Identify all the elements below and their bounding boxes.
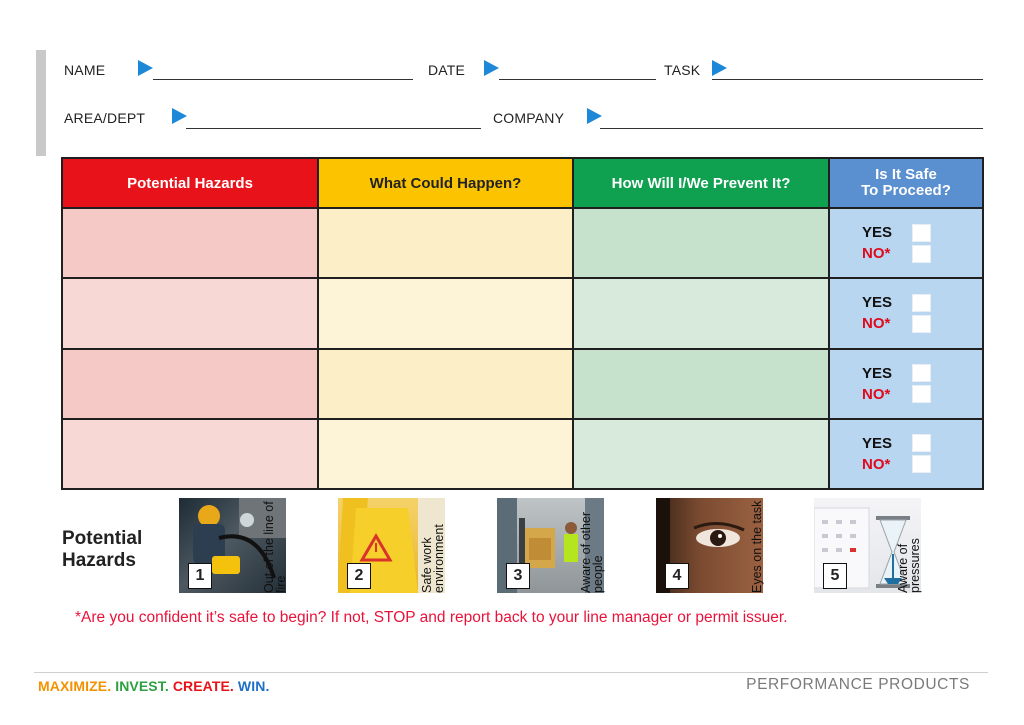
task-label: TASK [664, 62, 701, 78]
prevention-cell[interactable] [573, 419, 829, 489]
potential-hazards-title-line2: Hazards [62, 550, 136, 571]
consequence-cell[interactable] [318, 419, 573, 489]
yes-label: YES [862, 294, 893, 312]
safety-notice: *Are you confident it’s safe to begin? If not, STOP and report back to your line manager or permit issuer. [75, 609, 788, 626]
name-arrow-icon [138, 60, 153, 76]
table-row [62, 208, 983, 278]
hazard-number-5: 5 [823, 563, 847, 589]
hazard-label-5-text: Aware of pressures [896, 538, 922, 593]
hazard-number-4: 4 [665, 563, 689, 589]
hazard-assessment-table [61, 157, 984, 490]
hazard-label-5 [896, 498, 955, 593]
hazard-number-3: 3 [506, 563, 530, 589]
hazard-label-2 [420, 498, 479, 593]
hazard-cell[interactable] [62, 278, 318, 348]
hazard-cell[interactable] [62, 349, 318, 419]
header-how-prevent: How Will I/We Prevent It? [573, 158, 829, 208]
safe-check-cell [829, 208, 983, 278]
slogan-part-create: CREATE. [168, 678, 234, 694]
potential-hazards-title-line1: Potential [62, 528, 143, 549]
no-label: NO* [862, 455, 891, 473]
hazard-cell[interactable] [62, 208, 318, 278]
hazard-image-4 [656, 498, 763, 593]
consequence-cell[interactable] [318, 278, 573, 348]
table-row [62, 349, 983, 419]
no-label: NO* [862, 385, 891, 403]
consequence-cell[interactable] [318, 208, 573, 278]
table-row [62, 278, 983, 348]
no-checkbox[interactable] [912, 455, 931, 473]
slogan-part-win: WIN. [233, 678, 270, 694]
prevention-cell[interactable] [573, 278, 829, 348]
hazard-label-4 [750, 498, 797, 593]
safe-check-cell [829, 349, 983, 419]
hazard-cell[interactable] [62, 419, 318, 489]
no-label: NO* [862, 315, 891, 333]
area-dept-label: AREA/DEPT [64, 110, 146, 126]
hazard-label-2-text: Safe work environment [420, 524, 446, 593]
prevention-cell[interactable] [573, 208, 829, 278]
yes-checkbox[interactable] [912, 294, 931, 312]
name-field[interactable] [153, 79, 413, 80]
consequence-cell[interactable] [318, 349, 573, 419]
hazard-label-3 [579, 498, 638, 593]
safe-check-cell [829, 419, 983, 489]
prevention-cell[interactable] [573, 349, 829, 419]
hazard-label-1-text: Out of the line of fire [262, 501, 288, 593]
no-checkbox[interactable] [912, 245, 931, 263]
no-checkbox[interactable] [912, 385, 931, 403]
task-arrow-icon [712, 60, 727, 76]
date-arrow-icon [484, 60, 499, 76]
slogan-part-maximize: MAXIMIZE. [38, 678, 112, 694]
no-checkbox[interactable] [912, 315, 931, 333]
yes-checkbox[interactable] [912, 434, 931, 452]
name-label: NAME [64, 62, 106, 78]
hazard-label-1 [262, 498, 321, 593]
brand-text: PERFORMANCE PRODUCTS [746, 676, 970, 693]
yes-label: YES [862, 224, 893, 242]
date-label: DATE [428, 62, 466, 78]
company-label: COMPANY [493, 110, 565, 126]
no-label: NO* [862, 245, 891, 263]
company-arrow-icon [587, 108, 602, 124]
hazard-number-2: 2 [347, 563, 371, 589]
area-arrow-icon [172, 108, 187, 124]
slogan-part-invest: INVEST. [111, 678, 169, 694]
date-field[interactable] [499, 79, 656, 80]
left-accent-bar [36, 50, 46, 156]
company-field[interactable] [600, 128, 983, 129]
header-what-could-happen: What Could Happen? [318, 158, 573, 208]
task-field[interactable] [712, 79, 983, 80]
footer-divider [34, 672, 988, 673]
hazard-number-1: 1 [188, 563, 212, 589]
yes-checkbox[interactable] [912, 224, 931, 242]
yes-label: YES [862, 364, 893, 382]
header-potential-hazards: Potential Hazards [62, 158, 318, 208]
header-safe-to-proceed: Is It Safe To Proceed? [829, 158, 983, 208]
yes-label: YES [862, 434, 893, 452]
area-dept-field[interactable] [186, 128, 481, 129]
table-row [62, 419, 983, 489]
yes-checkbox[interactable] [912, 364, 931, 382]
slogan [38, 678, 269, 694]
hazard-label-4-text: Eyes on the task [750, 500, 764, 593]
hazard-label-3-text: Aware of other people [579, 511, 605, 593]
potential-hazards-title [62, 528, 142, 572]
safe-check-cell [829, 278, 983, 348]
